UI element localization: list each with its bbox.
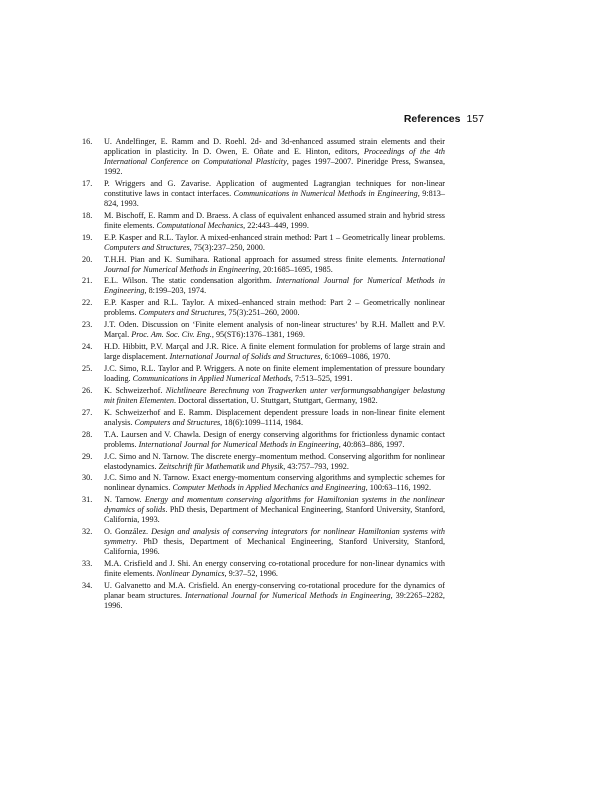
reference-entry bbox=[82, 342, 445, 362]
reference-text-segment: E.P. Kasper and R.L. Taylor. A mixed–enhanced strain method: Part 2 – Geometrically nonlinear problems. bbox=[104, 298, 445, 318]
reference-text-segment: E.P. Kasper and R.L. Taylor. A mixed-enhanced strain method: Part 1 – Geometrically linear problems. bbox=[104, 232, 445, 242]
reference-text-segment: J.C. Simo and N. Tarnow. Exact energy-momentum conserving algorithms and symplectic schemes for nonlinear dynamics. bbox=[104, 473, 445, 493]
reference-text-segment: N. Tarnow. bbox=[104, 495, 145, 505]
reference-text-segment: , pages 1997–2007. Pineridge Press, Swansea, 1992. bbox=[104, 157, 445, 176]
reference-title-italic: Computational Mechanics bbox=[156, 220, 244, 230]
reference-text-segment: K. Schweizerhof. bbox=[104, 385, 166, 395]
reference-entry bbox=[82, 179, 445, 209]
reference-text bbox=[104, 179, 445, 209]
reference-title-italic: Design and analysis of conserving integrators for nonlinear Hamiltonian systems with symmetry bbox=[104, 527, 446, 547]
reference-text-segment: , 75(3):237–250, 2000. bbox=[189, 242, 265, 252]
reference-entry bbox=[82, 386, 445, 406]
reference-title-italic: Computer Methods in Applied Mechanics and Engineering bbox=[172, 483, 366, 493]
reference-text-segment: , 75(3):251–260, 2000. bbox=[224, 308, 300, 318]
reference-entry bbox=[82, 527, 445, 557]
reference-text-segment: U. Galvanetto and M.A. Crisfield. An energy-conserving co-rotational procedure for the dynamics of planar beam structures. bbox=[104, 581, 445, 601]
reference-title-italic: International Journal for Numerical Methods in Engineering bbox=[104, 276, 445, 296]
reference-text-segment: , 9:813–824, 1993. bbox=[104, 188, 445, 208]
section-title: References bbox=[403, 113, 461, 125]
reference-text bbox=[104, 527, 445, 557]
page-number: 157 bbox=[466, 113, 484, 125]
reference-text bbox=[104, 386, 445, 406]
reference-text-segment: . PhD thesis, Department of Mechanical Engineering, Stanford University, Stanford, California, 1996. bbox=[104, 537, 445, 557]
reference-text-segment: J.C. Simo, R.L. Taylor and P. Wriggers. A note on finite element implementation of pressure boundary loading. bbox=[104, 364, 445, 384]
reference-entry bbox=[82, 276, 445, 296]
reference-text bbox=[104, 452, 445, 472]
reference-number: 24. bbox=[82, 342, 93, 352]
reference-title-italic: International Journal for Numerical Methods in Engineering bbox=[104, 254, 445, 274]
reference-text bbox=[104, 276, 445, 296]
reference-number: 32. bbox=[82, 527, 93, 537]
reference-title-italic: Energy and momentum conserving algorithms for Hamiltonian systems in the nonlinear dynamics of solids bbox=[104, 495, 445, 515]
reference-entry bbox=[82, 320, 445, 340]
reference-text bbox=[104, 559, 445, 579]
reference-text-segment: . PhD thesis, Department of Mechanical Engineering, Stanford University, Stanford, California, 1993. bbox=[104, 505, 445, 525]
reference-text-segment: , 39:2265–2282, 1996. bbox=[104, 591, 445, 611]
reference-entry bbox=[82, 408, 445, 428]
reference-text bbox=[104, 298, 445, 318]
reference-title-italic: International Journal for Numerical Methods in Engineering bbox=[138, 439, 339, 449]
reference-text-segment: P. Wriggers and G. Zavarise. Application of augmented Lagrangian techniques for non-linear constitutive laws in contact interfaces. bbox=[104, 178, 445, 198]
reference-text-segment: M. Bischoff, E. Ramm and D. Braess. A class of equivalent enhanced assumed strain and hybrid stress finite elements. bbox=[104, 210, 445, 230]
reference-number: 21. bbox=[82, 276, 93, 286]
reference-text-segment: , 40:863–886, 1997. bbox=[338, 439, 405, 449]
reference-number: 18. bbox=[82, 210, 93, 220]
reference-title-italic: Communications in Applied Numerical Methods bbox=[132, 374, 291, 384]
reference-entry bbox=[82, 211, 445, 231]
reference-text bbox=[104, 137, 445, 177]
reference-text-segment: , 43:757–793, 1992. bbox=[283, 461, 349, 471]
reference-text-segment: O. González. bbox=[104, 527, 152, 537]
reference-title-italic: Proc. Am. Soc. Civ. Eng. bbox=[131, 330, 212, 340]
reference-number: 29. bbox=[82, 451, 93, 461]
reference-text bbox=[104, 364, 445, 384]
reference-number: 17. bbox=[82, 178, 93, 188]
reference-text-segment: , 9:37–52, 1996. bbox=[224, 569, 278, 579]
reference-text-segment: , 6:1069–1086, 1970. bbox=[320, 352, 391, 362]
reference-text-segment: , 18(6):1099–1114, 1984. bbox=[220, 417, 304, 427]
reference-text-segment: J.T. Oden. Discussion on ‘Finite element analysis of non-linear structures’ by R.H. Mallett and P.V. Marçal. bbox=[104, 320, 445, 340]
reference-title-italic: Computers and Structures bbox=[138, 308, 225, 318]
reference-number: 31. bbox=[82, 495, 93, 505]
reference-text bbox=[104, 430, 445, 450]
reference-number: 22. bbox=[82, 298, 93, 308]
reference-number: 23. bbox=[82, 320, 93, 330]
reference-entry bbox=[82, 298, 445, 318]
reference-title-italic: Computers and Structures bbox=[104, 242, 190, 252]
reference-text-segment: H.D. Hibbitt, P.V. Marçal and J.R. Rice. A finite element formulation for problems of large strain and large displacement. bbox=[104, 342, 445, 362]
reference-number: 33. bbox=[82, 559, 93, 569]
reference-text bbox=[104, 233, 445, 253]
reference-text-segment: T.H.H. Pian and K. Sumihara. Rational approach for assumed stress finite elements. bbox=[104, 254, 402, 264]
reference-text-segment: E.L. Wilson. The static condensation algorithm. bbox=[104, 276, 277, 286]
reference-text-segment: . Doctoral dissertation, U. Stuttgart, Stuttgart, Germany, 1982. bbox=[174, 395, 378, 405]
reference-text bbox=[104, 342, 445, 362]
reference-text-segment: M.A. Crisfield and J. Shi. An energy conserving co-rotational procedure for non-linear dynamics with finite elements. bbox=[104, 559, 445, 579]
reference-title-italic: Zeitschrift für Mathematik und Physik bbox=[158, 461, 284, 471]
reference-number: 28. bbox=[82, 429, 93, 439]
reference-title-italic: Computers and Structures bbox=[134, 417, 221, 427]
reference-text-segment: , 95(ST6):1376–1381, 1969. bbox=[211, 330, 305, 340]
running-header bbox=[404, 113, 484, 125]
reference-entry bbox=[82, 233, 445, 253]
reference-text-segment: , 20:1685–1695, 1985. bbox=[258, 264, 333, 274]
reference-entry bbox=[82, 452, 445, 472]
reference-text-segment: , 22:443–449, 1999. bbox=[243, 220, 309, 230]
reference-number: 34. bbox=[82, 581, 93, 591]
reference-entry bbox=[82, 495, 445, 525]
reference-number: 25. bbox=[82, 364, 93, 374]
reference-text-segment: U. Andelfinger, E. Ramm and D. Roehl. 2d- and 3d-enhanced assumed strain elements and their application in plasticity. In D. Owen, E. Oñate and E. Hinton, editors, bbox=[104, 137, 445, 156]
reference-list bbox=[82, 137, 445, 613]
reference-text bbox=[104, 320, 445, 340]
reference-text-segment: , 7:513–525, 1991. bbox=[290, 374, 353, 384]
reference-title-italic: Nichtlineare Berechnung von Tragwerken unter verformungsabhangiger belastung mit finiten Elementen bbox=[104, 385, 445, 405]
reference-entry bbox=[82, 559, 445, 579]
reference-text-segment: , 100:63–116, 1992. bbox=[365, 483, 432, 493]
reference-text bbox=[104, 255, 445, 275]
reference-text-segment: , 8:199–203, 1974. bbox=[144, 286, 207, 296]
reference-text bbox=[104, 473, 445, 493]
reference-title-italic: Nonlinear Dynamics bbox=[156, 569, 225, 579]
reference-entry bbox=[82, 581, 445, 611]
reference-title-italic: Communications in Numerical Methods in Engineering bbox=[233, 188, 418, 198]
reference-text-segment: T.A. Laursen and V. Chawla. Design of energy conserving algorithms for frictionless dynamic contact problems. bbox=[104, 429, 445, 449]
reference-text bbox=[104, 581, 445, 611]
reference-number: 30. bbox=[82, 473, 93, 483]
reference-title-italic: International Journal of Solids and Structures bbox=[169, 352, 321, 362]
reference-entry bbox=[82, 430, 445, 450]
reference-number: 19. bbox=[82, 232, 93, 242]
reference-title-italic: International Journal for Numerical Methods in Engineering bbox=[184, 591, 391, 601]
reference-text-segment: K. Schweizerhof and E. Ramm. Displacement dependent pressure loads in non-linear finite element analysis. bbox=[104, 407, 445, 427]
reference-text bbox=[104, 408, 445, 428]
reference-text-segment: J.C. Simo and N. Tarnow. The discrete energy–momentum method. Conserving algorithm for nonlinear elastodynamics. bbox=[104, 451, 445, 471]
reference-entry bbox=[82, 364, 445, 384]
reference-entry bbox=[82, 255, 445, 275]
reference-text bbox=[104, 211, 445, 231]
reference-text bbox=[104, 495, 445, 525]
reference-number: 27. bbox=[82, 407, 93, 417]
reference-entry bbox=[82, 473, 445, 493]
reference-number: 26. bbox=[82, 385, 93, 395]
reference-number: 16. bbox=[82, 137, 93, 146]
reference-number: 20. bbox=[82, 254, 93, 264]
reference-title-italic: Proceedings of the 4th International Conference on Computational Plasticity bbox=[104, 147, 445, 166]
reference-entry bbox=[82, 137, 445, 177]
